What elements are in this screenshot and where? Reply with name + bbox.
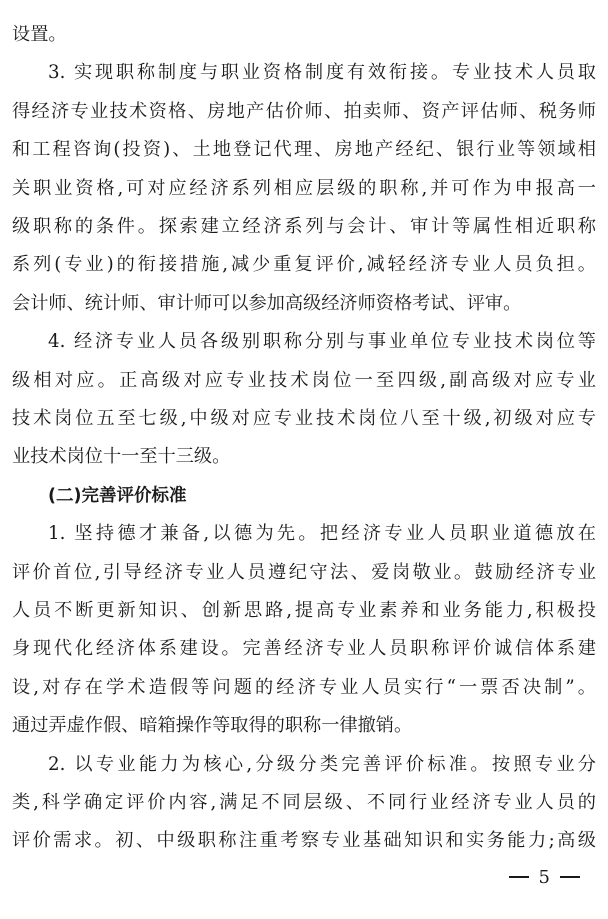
- text-line: 类,科学确定评价内容,满足不同层级、不同行业经济专业人员的: [12, 792, 596, 813]
- text-line: 会计师、统计师、审计师可以参加高级经济师资格考试、评审。: [12, 292, 522, 314]
- text-line: 和工程咨询(投资)、土地登记代理、房地产经纪、银行业等领域相: [12, 139, 596, 161]
- text-line: 业技术岗位十一至十三级。: [12, 446, 231, 468]
- text-line: 得经济专业技术资格、房地产估价师、拍卖师、资产评估师、税务师: [12, 100, 596, 122]
- footer-dash-left: [509, 876, 529, 878]
- text-line: 级相对应。正高级对应专业技术岗位一至四级,副高级对应专业: [12, 369, 596, 391]
- page-footer: [509, 862, 580, 892]
- text-line: 身现代化经济体系建设。完善经济专业人员职称评价诚信体系建: [12, 638, 596, 660]
- text-line: 3. 实现职称制度与职业资格制度有效衔接。专业技术人员取: [48, 62, 596, 84]
- section-heading: (二)完善评价标准: [48, 485, 187, 506]
- text-line: 评价首位,引导经济专业人员遵纪守法、爱岗敬业。鼓励经济专业: [12, 561, 596, 583]
- footer-dash-right: [560, 876, 580, 878]
- page-number: 5: [538, 866, 550, 888]
- text-line: 评价需求。初、中级职称注重考察专业基础知识和实务能力;高级: [12, 830, 596, 852]
- text-line: 2. 以专业能力为核心,分级分类完善评价标准。按照专业分: [48, 753, 596, 775]
- text-line: 1. 坚持德才兼备,以德为先。把经济专业人员职业道德放在: [48, 523, 596, 545]
- text-line: 人员不断更新知识、创新思路,提高专业素养和业务能力,积极投: [12, 600, 596, 621]
- text-line: 4. 经济专业人员各级别职称分别与事业单位专业技术岗位等: [48, 331, 596, 353]
- text-line: 设,对存在学术造假等问题的经济专业人员实行“一票否决制”。: [12, 676, 596, 698]
- text-line: 关职业资格,可对应经济系列相应层级的职称,并可作为申报高一: [12, 177, 596, 199]
- text-line: 技术岗位五至七级,中级对应专业技术岗位八至十级,初级对应专: [12, 408, 596, 429]
- text-line: 级职称的条件。探索建立经济系列与会计、审计等属性相近职称: [12, 216, 596, 237]
- text-line: 设置。: [12, 24, 67, 45]
- text-line: 通过弄虚作假、暗箱操作等取得的职称一律撤销。: [12, 715, 413, 737]
- text-line: 系列(专业)的衔接措施,减少重复评价,减轻经济专业人员负担。: [12, 254, 596, 276]
